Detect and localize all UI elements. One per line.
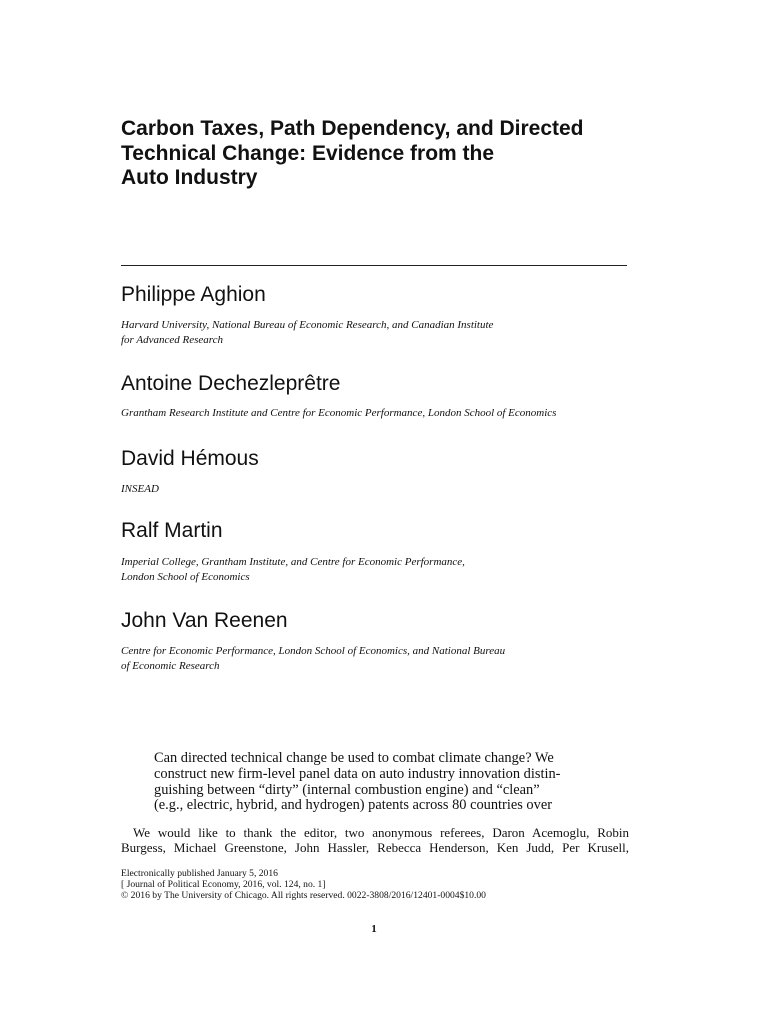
paper-title-line-1: Carbon Taxes, Path Dependency, and Directed [121,117,584,140]
paper-title-line-3: Auto Industry [121,166,258,189]
abstract-line-3: guishing between “dirty” (internal combustion engine) and “clean” [154,782,540,798]
author-affiliation-hemous: INSEAD [121,483,159,495]
abstract-line-1: Can directed technical change be used to combat climate change? We [154,750,554,766]
author-affiliation-van-reenen-line-1: Centre for Economic Performance, London School of Economics, and National Bureau [121,645,506,657]
publication-date: Electronically published January 5, 2016 [121,868,278,879]
title-divider [121,265,627,266]
author-name-dechezlepretre: Antoine Dechezleprêtre [121,372,341,395]
author-affiliation-martin-line-1: Imperial College, Grantham Institute, and Centre for Economic Performance, [121,556,465,568]
author-affiliation-dechezlepretre: Grantham Research Institute and Centre for Economic Performance, London School of Economics [121,407,557,419]
abstract-line-4: (e.g., electric, hybrid, and hydrogen) patents across 80 countries over [154,797,553,813]
abstract-line-2: construct new firm-level panel data on auto industry innovation distin- [154,766,561,782]
author-affiliation-aghion-line-1: Harvard University, National Bureau of Economic Research, and Canadian Institute [121,319,494,331]
author-affiliation-van-reenen-line-2: of Economic Research [121,660,220,672]
author-affiliation-martin-line-2: London School of Economics [121,571,250,583]
author-name-van-reenen: John Van Reenen [121,609,288,632]
author-name-aghion: Philippe Aghion [121,283,266,306]
journal-citation: [ Journal of Political Economy, 2016, vol. 124, no. 1] [121,879,326,890]
paper-title-line-2: Technical Change: Evidence from the [121,142,495,165]
author-affiliation-aghion-line-2: for Advanced Research [121,334,224,346]
author-name-martin: Ralf Martin [121,519,223,542]
author-name-hemous: David Hémous [121,447,259,470]
acknowledgment-line-2: Burgess, Michael Greenstone, John Hassler, Rebecca Henderson, Ken Judd, Per Krusell, [121,840,629,855]
page-number: 1 [371,923,377,935]
copyright-notice: © 2016 by The University of Chicago. All rights reserved. 0022-3808/2016/12401-0004$10.00 [121,890,486,901]
acknowledgment-line-1: We would like to thank the editor, two anonymous referees, Daron Acemoglu, Robin [133,825,629,840]
